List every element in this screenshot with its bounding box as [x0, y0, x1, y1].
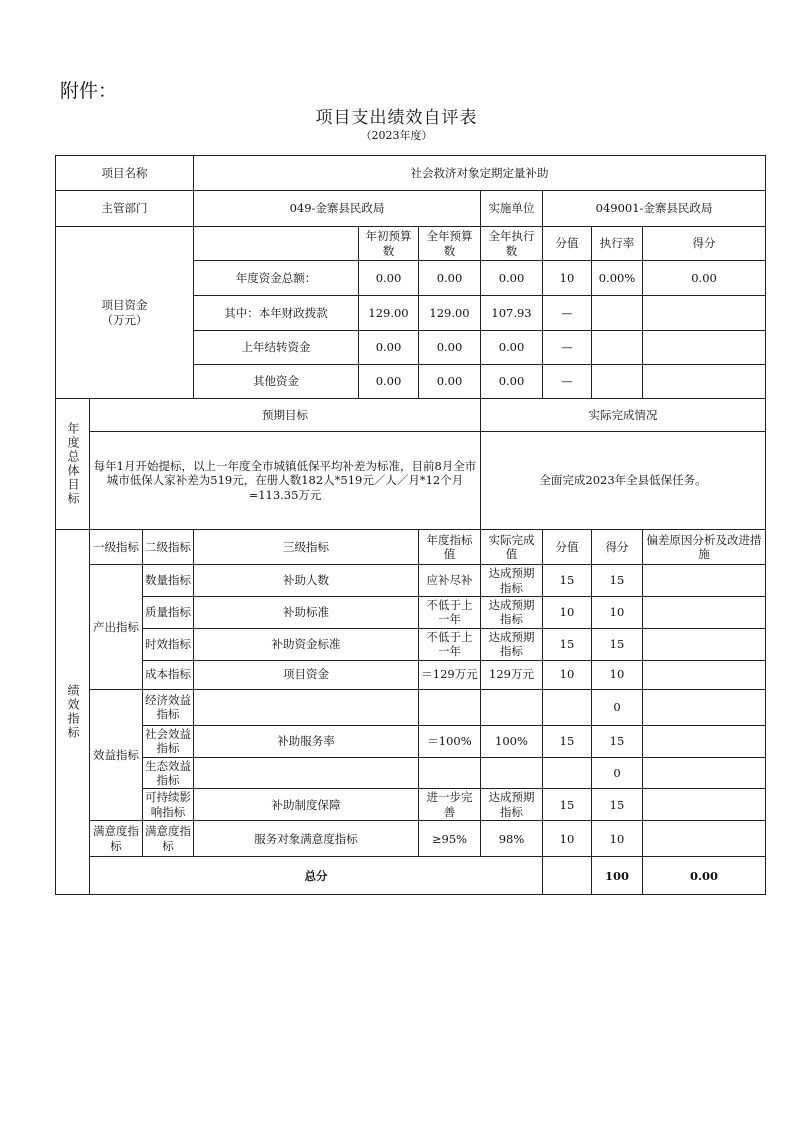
indicator-note: [643, 628, 766, 660]
unit-value: 049001-金寨县民政局: [543, 191, 766, 227]
indicator-actual: 129万元: [481, 660, 543, 689]
indicator-note: [643, 565, 766, 597]
indicator-actual: 达成预期指标: [481, 565, 543, 597]
output-indicator-label: 产出指标: [90, 565, 143, 690]
indicator-score: 10: [592, 660, 643, 689]
funds-cell: —: [543, 296, 592, 331]
indicator-score: 10: [592, 821, 643, 857]
funds-cell: 0.00%: [592, 261, 643, 296]
indicator-score: 15: [592, 789, 643, 821]
funds-cell: [592, 365, 643, 399]
indicator-note: [643, 789, 766, 821]
indicator-target: 进一步完善: [419, 789, 481, 821]
indicator-level2: 社会效益指标: [143, 725, 194, 757]
indicator-target: ＝129万元: [419, 660, 481, 689]
funds-cell: 0.00: [419, 261, 481, 296]
indicator-actual: 100%: [481, 725, 543, 757]
indicator-score: 0: [592, 757, 643, 789]
funds-header-cell: 全年预算数: [419, 227, 481, 261]
funds-cell: 107.93: [481, 296, 543, 331]
funds-cell: —: [543, 365, 592, 399]
funds-cell: —: [543, 331, 592, 365]
indicator-actual: 98%: [481, 821, 543, 857]
funds-label: 项目资金 （万元）: [56, 227, 194, 399]
funds-cell: [643, 296, 766, 331]
unit-label: 实施单位: [481, 191, 543, 227]
funds-row-label: 年度资金总额：: [194, 261, 359, 296]
page-subtitle: （2023年度）: [360, 129, 433, 142]
project-name-value: 社会救济对象定期定量补助: [194, 156, 766, 191]
indicator-actual: 达成预期指标: [481, 789, 543, 821]
indicator-row: [56, 628, 766, 660]
indicator-level2: 质量指标: [143, 597, 194, 629]
funds-header-cell: 年初预算数: [359, 227, 419, 261]
indicator-header-cell: 实际完成值: [481, 530, 543, 565]
indicator-score-value: 10: [543, 821, 592, 857]
funds-row-label: 上年结转资金: [194, 331, 359, 365]
indicator-score: 10: [592, 597, 643, 629]
funds-cell: 0.00: [481, 331, 543, 365]
project-name-label: 项目名称: [56, 156, 194, 191]
funds-header-cell: 分值: [543, 227, 592, 261]
funds-cell: 0.00: [419, 365, 481, 399]
actual-completion-header: 实际完成情况: [481, 399, 766, 432]
indicator-header-cell: 二级指标: [143, 530, 194, 565]
funds-header-cell: 得分: [643, 227, 766, 261]
indicator-score-value: [543, 757, 592, 789]
indicator-score-value: 15: [543, 565, 592, 597]
total-score: 0.00: [643, 857, 766, 895]
indicator-score-value: 15: [543, 789, 592, 821]
indicator-row: [56, 689, 766, 725]
indicator-level3: 项目资金: [194, 660, 419, 689]
funds-cell: 129.00: [359, 296, 419, 331]
indicator-row: [56, 757, 766, 789]
indicator-note: [643, 821, 766, 857]
performance-indicator-label: 绩效指标: [56, 530, 90, 895]
indicator-target: 应补尽补: [419, 565, 481, 597]
indicator-level3: 补助人数: [194, 565, 419, 597]
indicator-note: [643, 689, 766, 725]
funds-cell: [592, 296, 643, 331]
indicator-row: [56, 597, 766, 629]
indicator-note: [643, 597, 766, 629]
indicator-level3: 补助服务率: [194, 725, 419, 757]
total-blank: [543, 857, 592, 895]
funds-row-label: 其他资金: [194, 365, 359, 399]
funds-cell: 10: [543, 261, 592, 296]
funds-cell: 0.00: [419, 331, 481, 365]
indicator-target: ＝100%: [419, 725, 481, 757]
funds-cell: 0.00: [359, 331, 419, 365]
indicator-target: 不低于上一年: [419, 628, 481, 660]
funds-header-cell: 执行率: [592, 227, 643, 261]
indicator-header-cell: 偏差原因分析及改进措施: [643, 530, 766, 565]
indicator-actual: [481, 757, 543, 789]
indicator-score-value: 10: [543, 597, 592, 629]
indicator-target: [419, 689, 481, 725]
indicator-actual: 达成预期指标: [481, 597, 543, 629]
indicator-row: [56, 789, 766, 821]
indicator-score-value: 10: [543, 660, 592, 689]
dept-value: 049-金寨县民政局: [194, 191, 481, 227]
funds-cell: 0.00: [643, 261, 766, 296]
funds-cell: 0.00: [359, 365, 419, 399]
total-label: 总分: [90, 857, 543, 895]
satisfaction-indicator-label: 满意度指标: [90, 821, 143, 857]
indicator-target: ≥95%: [419, 821, 481, 857]
indicator-header-cell: 一级指标: [90, 530, 143, 565]
benefit-indicator-label: 效益指标: [90, 689, 143, 821]
indicator-level2: 时效指标: [143, 628, 194, 660]
attachment-label: 附件：: [60, 80, 118, 102]
indicator-level3: 服务对象满意度指标: [194, 821, 419, 857]
indicator-target: [419, 757, 481, 789]
indicator-score: 0: [592, 689, 643, 725]
indicator-note: [643, 660, 766, 689]
indicator-actual: [481, 689, 543, 725]
indicator-note: [643, 725, 766, 757]
indicator-row: [56, 725, 766, 757]
indicator-level2: 满意度指标: [143, 821, 194, 857]
indicator-row: [56, 565, 766, 597]
indicator-score: 15: [592, 628, 643, 660]
indicator-header-cell: 分值: [543, 530, 592, 565]
total-row: [56, 857, 766, 895]
funds-cell: [643, 331, 766, 365]
page-title: 项目支出绩效自评表: [315, 108, 478, 128]
indicator-level2: 可持续影响指标: [143, 789, 194, 821]
indicator-score: 15: [592, 725, 643, 757]
indicator-level2: 经济效益指标: [143, 689, 194, 725]
dept-label: 主管部门: [56, 191, 194, 227]
indicator-header-cell: 三级指标: [194, 530, 419, 565]
indicator-level3: 补助标准: [194, 597, 419, 629]
indicator-level2: 生态效益指标: [143, 757, 194, 789]
indicator-header-cell: 得分: [592, 530, 643, 565]
indicator-score-value: 15: [543, 628, 592, 660]
funds-cell: [643, 365, 766, 399]
indicator-level2: 数量指标: [143, 565, 194, 597]
indicator-header-cell: 年度指标值: [419, 530, 481, 565]
actual-completion-text: 全面完成2023年全县低保任务。: [481, 432, 766, 530]
funds-cell: 0.00: [359, 261, 419, 296]
annual-goal-label: 年度总体目标: [56, 399, 90, 530]
indicator-level2: 成本指标: [143, 660, 194, 689]
indicator-level3: 补助制度保障: [194, 789, 419, 821]
indicator-level3: [194, 757, 419, 789]
indicator-target: 不低于上一年: [419, 597, 481, 629]
indicator-note: [643, 757, 766, 789]
indicator-score: 15: [592, 565, 643, 597]
indicator-row: [56, 660, 766, 689]
indicator-level3: 补助资金标准: [194, 628, 419, 660]
total-score-value: 100: [592, 857, 643, 895]
evaluation-table: [55, 155, 766, 895]
funds-row-label: 其中：本年财政拨款: [194, 296, 359, 331]
funds-cell: 129.00: [419, 296, 481, 331]
funds-header-cell: 全年执行数: [481, 227, 543, 261]
indicator-row: [56, 821, 766, 857]
indicator-score-value: 15: [543, 725, 592, 757]
expected-goal-header: 预期目标: [90, 399, 481, 432]
indicator-level3: [194, 689, 419, 725]
funds-cell: 0.00: [481, 261, 543, 296]
funds-header-blank: [194, 227, 359, 261]
expected-goal-text: 每年1月开始提标，以上一年度全市城镇低保平均补差为标准，目前8月全市城市低保人家补差为519元，在册人数182人*519元／人／月*12个月=113.35万元: [90, 432, 481, 530]
funds-cell: 0.00: [481, 365, 543, 399]
indicator-score-value: [543, 689, 592, 725]
indicator-actual: 达成预期指标: [481, 628, 543, 660]
funds-cell: [592, 331, 643, 365]
